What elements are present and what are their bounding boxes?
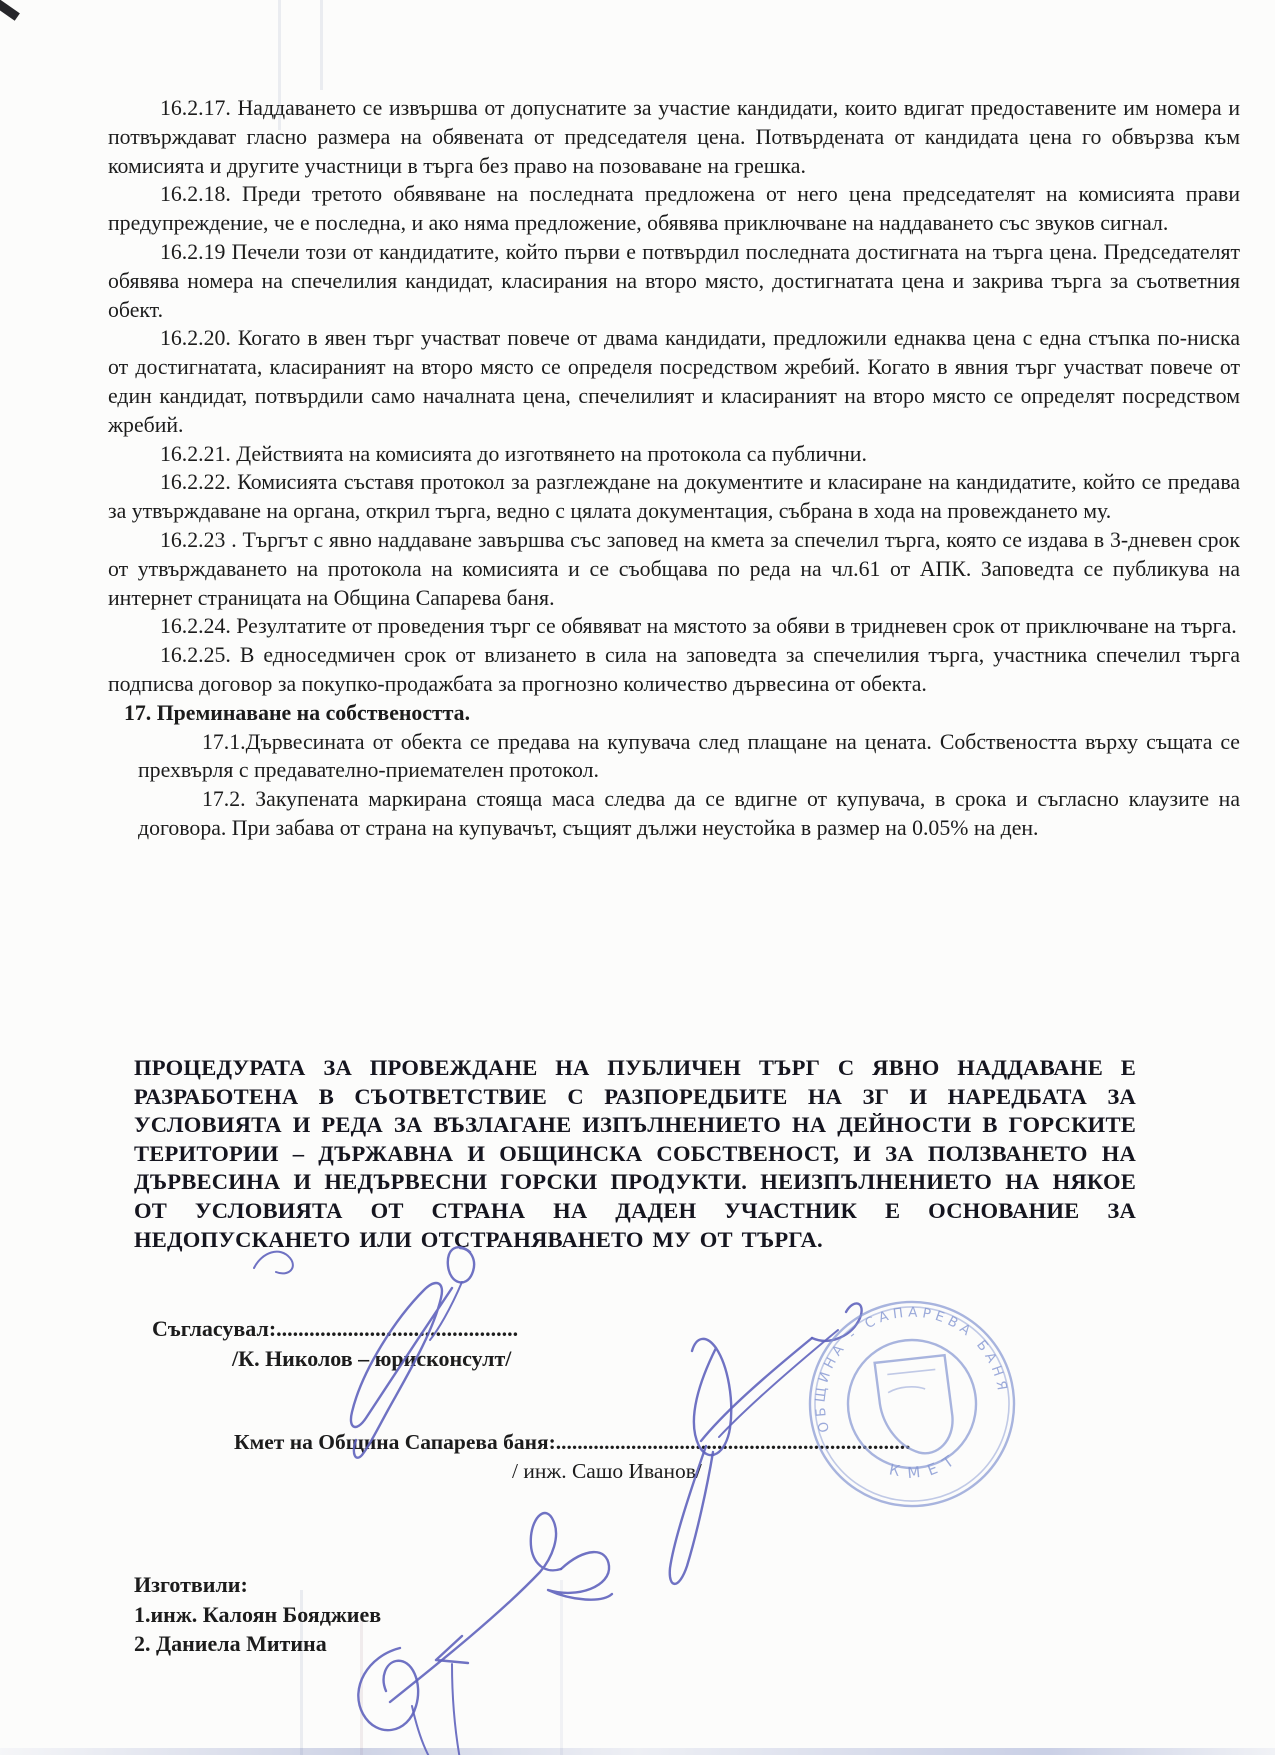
paragraph: 16.2.17. Наддаването се извършва от допуснатите за участие кандидати, които вдигат предоставените им номера и потвърждават гласно размера на обявената от председателя цена. Потвърдената от кандидата цена го обвързва към комисията и другите участници в търга без право на позоваване на грешка. (108, 96, 1240, 178)
agreed-label: Съгласувал: (152, 1316, 277, 1341)
agreed-line (152, 1316, 518, 1342)
stamp-inner-ring (797, 1289, 1027, 1519)
mayor-label: Кмет на Община Сапарева баня: (234, 1430, 556, 1454)
paragraph: 16.2.25. В едноседмичен срок от влизането в сила на заповедта за спечелилия търга, участника спечелил търга подписва договор за покупко-продажбата за прогнозно количество дървесина от обекта. (108, 643, 1240, 696)
prepared-by-block (134, 1570, 381, 1659)
paragraph: 16.2.24. Резултатите от проведения търг се обявяват на мястото за обяви в тридневен срок от приключване на търга. (160, 614, 1237, 639)
agreed-name: /К. Николов – юрисконсулт/ (232, 1346, 512, 1371)
paragraph: 16.2.21. Действията на комисията до изготвянето на протокола са публични. (160, 441, 867, 466)
stamp-outer-ring (791, 1283, 1033, 1525)
scan-corner-mark (0, 0, 20, 21)
paragraph: 17.2. Закупената маркирана стояща маса следва да се вдигне от купувача, в срока и съгласно клаузите на договора. При забава от страна на купувачът, същият дължи неустойка в размер на 0.05% на ден. (138, 787, 1240, 840)
document-body (108, 94, 1240, 843)
paragraph: 16.2.20. Когато в явен търг участват повече от двама кандидати, предложили еднаква цена с една стъпка по-ниска от достигнатата, класираният на второ място се определя посредством жребий. Когато в явния търг участват повече от един кандидат, потвърдили само началната цена, спечелилият и класираният на второ място се определят посредством жребий. (108, 326, 1240, 437)
scan-streak (320, 0, 323, 90)
paragraph: 16.2.19 Печели този от кандидатите, който първи е потвърдил последната достигната на търга цена. Председателят обявява номера на спечелилия кандидат, класирания на второ място, достигнатата цена и закрива търга за съответния обект. (108, 239, 1240, 322)
prepared-by-line: 2. Даниела Митина (134, 1631, 327, 1656)
stamp-center-ring (836, 1328, 988, 1480)
scan-bottom-band (0, 1748, 1275, 1755)
mayor-name: / инж. Сашо Иванов/ (512, 1459, 702, 1483)
prepared-by-line: 1.инж. Калоян Бояджиев (134, 1601, 382, 1627)
mayor-line (234, 1430, 911, 1455)
mayor-dotted-line: .................................................................. (555, 1430, 911, 1454)
paragraph: 16.2.23 . Търгът с явно наддаване завършва със заповед на кмета за спечелил търга, която се издава в 3-дневен срок от утвърждаването на протокола на комисията и се съобщава по реда на чл.61 от АПК. Заповедта се публикува на интернет страницата на Община Сапарева баня. (108, 527, 1240, 610)
stamp-ring-text: ОБЩИНА - САПАРЕВА БАНЯ (812, 1304, 1011, 1435)
stamp-shield-detail (884, 1365, 938, 1397)
paragraph: 17. Преминаване на собствеността. (124, 700, 471, 725)
paragraph: 16.2.18. Преди третото обявяване на последната предложена от него цена председателят на комисията прави предупреждение, че е последна, и ако няма предложение, обявява приключване на наддаването със звуков сигнал. (108, 182, 1240, 236)
emphasis-paragraph: ПРОЦЕДУРАТА ЗА ПРОВЕЖДАНЕ НА ПУБЛИЧЕН ТЪРГ С ЯВНО НАДДАВАНЕ Е РАЗРАБОТЕНА В СЪОТВЕТСТВИЕ С РАЗПОРЕДБИТЕ НА ЗГ И НАРЕДБАТА ЗА УСЛОВИЯТА И РЕДА ЗА ВЪЗЛАГАНЕ ИЗПЪЛНЕНИЕТО НА ДЕЙНОСТИ В ГОРСКИТЕ ТЕРИТОРИИ – ДЪРЖАВНА И ОБЩИНСКА СОБСТВЕНОСТ, И ЗА ПОЛЗВАНЕТО НА ДЪРВЕСИНА И НЕДЪРВЕСНИ ГОРСКИ ПРОДУКТИ. НЕИЗПЪЛНЕНИЕТО НА НЯКОЕ ОТ УСЛОВИЯТА ОТ СТРАНА НА ДАДЕН УЧАСТНИК Е ОСНОВАНИЕ ЗА НЕДОПУСКАНЕТО ИЛИ ОТСТРАНЯВАНЕТО МУ ОТ ТЪРГА. (134, 1055, 1136, 1252)
prepared-by-line: Изготвили: (134, 1572, 248, 1597)
svg-text:ОБЩИНА - САПАРЕВА БАНЯ (794, 1286, 1011, 1434)
scan-streak (560, 1580, 563, 1755)
paragraph: 16.2.22. Комисията съставя протокол за разглеждане на документите и класиране на кандидатите, който се предава за утвърждаване на органа, открил търга, ведно с цялата документация, събрана в хода на провеждането му. (108, 470, 1240, 524)
official-stamp (791, 1283, 1033, 1525)
agreed-dotted-line: ............................................ (276, 1316, 519, 1341)
stamp-center-text: КМЕТ (887, 1447, 965, 1483)
signature-preparers (358, 1513, 612, 1755)
paragraph: 17.1.Дървесината от обекта се предава на купувача след плащане на цената. Собствеността върху същата се прехвърля с предавателно-приемателен протокол. (138, 729, 1240, 783)
